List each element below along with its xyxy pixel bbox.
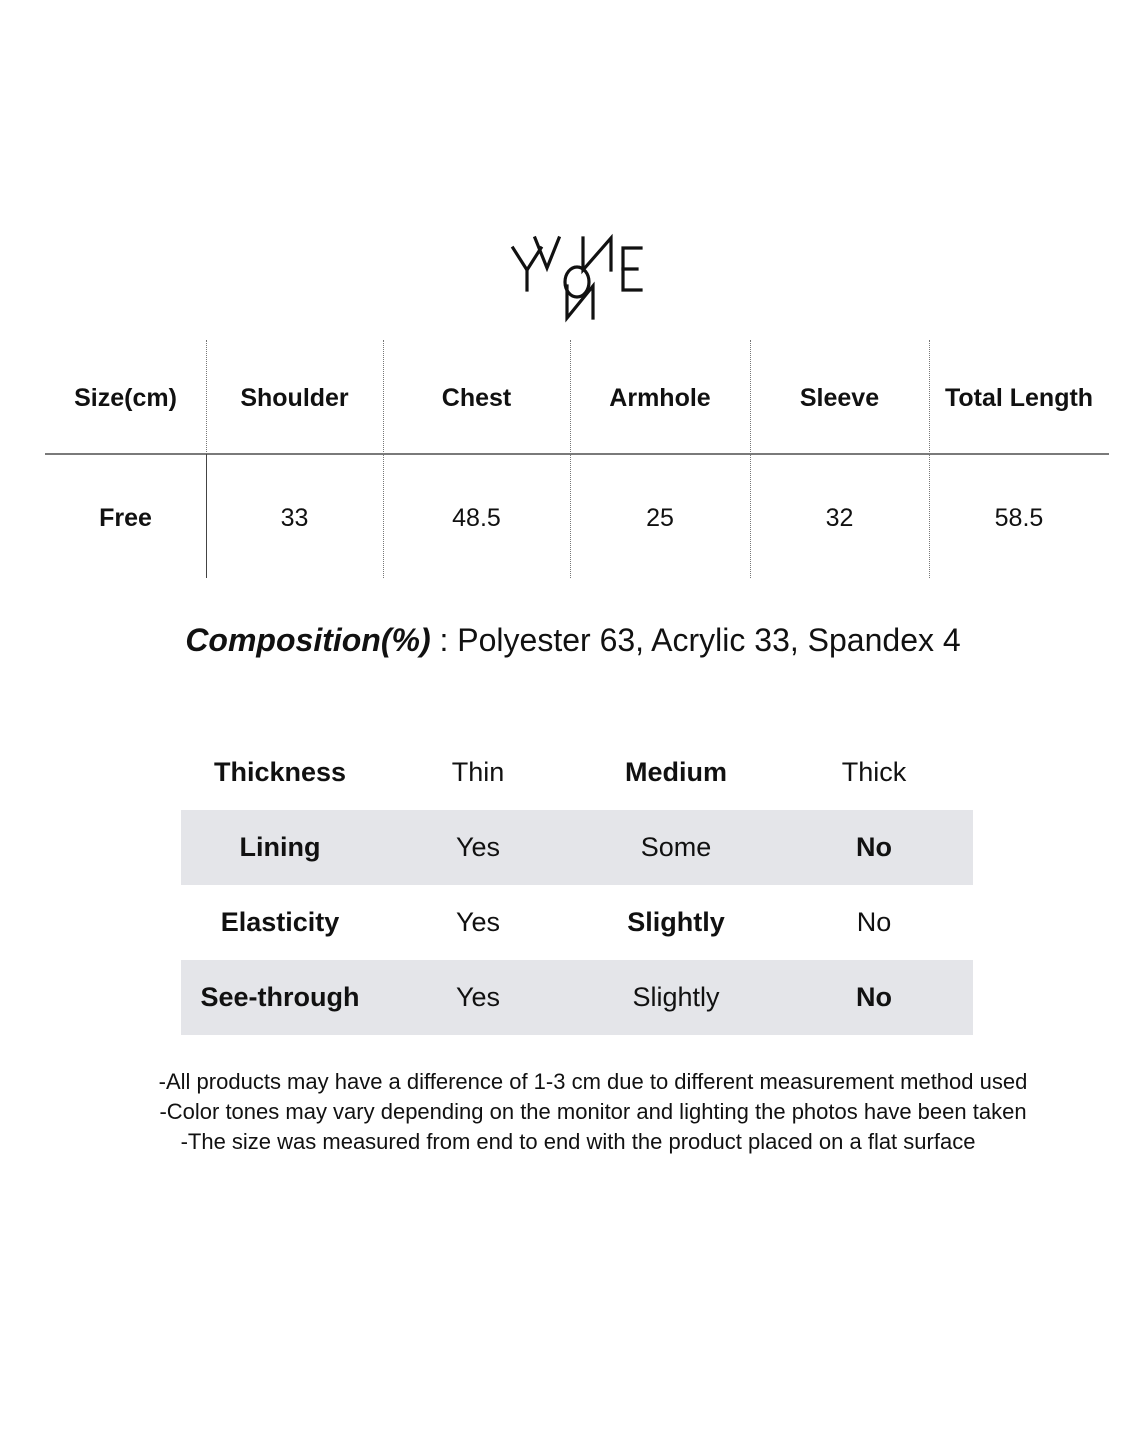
total-length-header-cell: Total Length (944, 383, 1094, 412)
fabric-option: Yes (455, 832, 501, 862)
size-value-cell: Free (99, 503, 152, 532)
fabric-option: Yes (455, 982, 501, 1012)
fabric-option: Some (640, 832, 712, 862)
note-line: -Color tones may vary depending on the monitor and lighting the photos have been taken (159, 1099, 1027, 1124)
column-divider (383, 340, 384, 578)
fabric-option: Thick (841, 757, 907, 787)
armhole-header-cell: Armhole (609, 383, 711, 412)
composition-line (0, 622, 1146, 659)
fabric-option-selected: No (856, 832, 892, 862)
column-divider (570, 340, 571, 578)
fabric-option-selected: Medium (624, 757, 727, 787)
fabric-row-thickness (181, 735, 973, 810)
sleeve-header-cell: Sleeve (799, 383, 880, 412)
fabric-row-lining (181, 810, 973, 885)
chest-header-cell: Chest (441, 383, 512, 412)
chest-value-cell: 48.5 (452, 503, 501, 532)
armhole-value-cell: 25 (646, 503, 674, 532)
fabric-option: No (856, 907, 892, 937)
column-divider (929, 340, 930, 578)
sleeve-value-cell: 32 (825, 503, 854, 532)
header-divider (45, 453, 1109, 455)
size-table (45, 340, 1109, 578)
fabric-option-selected: Slightly (627, 907, 725, 937)
column-divider (750, 340, 751, 578)
size-table-row (45, 460, 1109, 576)
size-header-cell: Size(cm) (74, 383, 177, 412)
fabric-row-label: Elasticity (220, 907, 340, 937)
column-divider (206, 340, 207, 454)
disclaimer-notes (0, 1067, 1146, 1157)
fabric-option: Slightly (632, 982, 720, 1012)
note-line: -The size was measured from end to end with the product placed on a flat surface (180, 1129, 976, 1154)
note-line: -All products may have a difference of 1-3 cm due to different measurement method used (158, 1069, 1028, 1094)
shoulder-header-cell: Shoulder (240, 383, 349, 412)
fabric-properties-table (181, 735, 973, 1035)
fabric-row-label: Lining (239, 832, 321, 862)
fabric-row-label: Thickness (213, 757, 347, 787)
fabric-row-see-through (181, 960, 973, 1035)
fabric-option: Thin (451, 757, 505, 787)
composition-label: Composition(%) (185, 622, 431, 658)
composition-separator: : (430, 622, 458, 658)
brand-logo (505, 232, 650, 324)
fabric-row-elasticity (181, 885, 973, 960)
fabric-option-selected: No (856, 982, 892, 1012)
fabric-row-label: See-through (200, 982, 360, 1012)
size-table-header-row (45, 340, 1109, 456)
fabric-option: Yes (455, 907, 501, 937)
shoulder-value-cell: 33 (280, 503, 309, 532)
column-divider (206, 454, 207, 578)
composition-value: Polyester 63, Acrylic 33, Spandex 4 (457, 622, 961, 658)
total-length-value-cell: 58.5 (994, 503, 1044, 532)
